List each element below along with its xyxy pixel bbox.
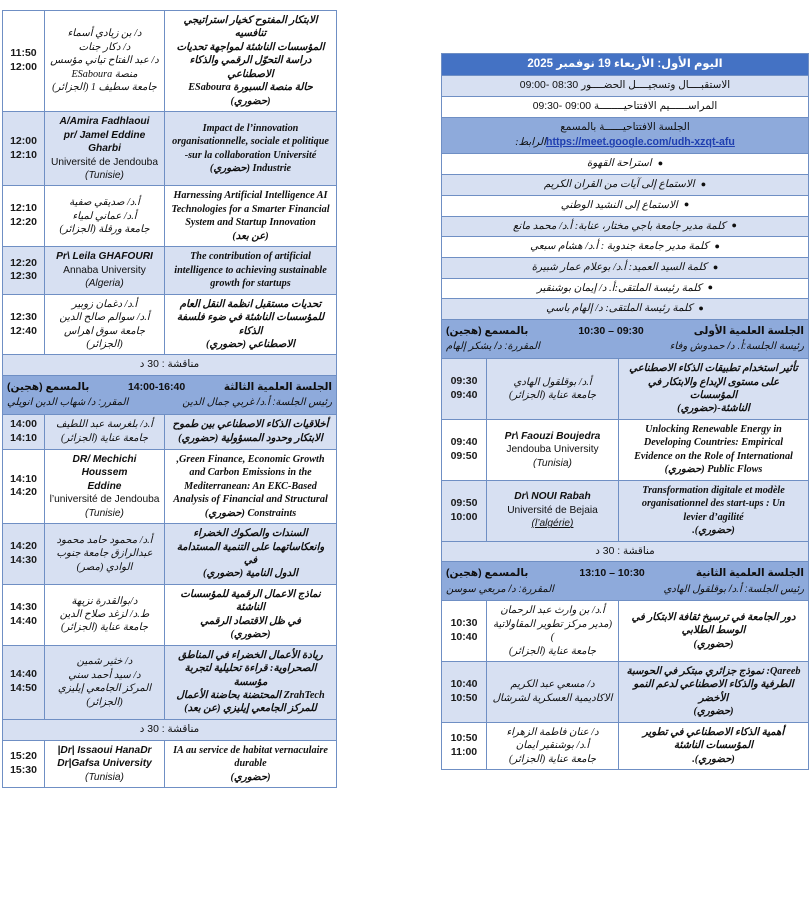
speaker-line: أ.د/ بوقلقول الهادي (513, 376, 592, 388)
title-line: للمؤسسات الناشئة في ضوء فلسفة الذكاء (176, 312, 325, 337)
presentation-row (3, 11, 337, 112)
title-line: intelligence to achieving sustainable (174, 264, 327, 276)
agenda-bullet-cell (442, 258, 809, 279)
title-line: الناشئة-(حضوري) (677, 403, 750, 415)
session-header (3, 376, 337, 415)
speaker-line: جامعة ورقلة (الجزائر) (59, 224, 150, 236)
bullet-icon: ● (714, 240, 720, 251)
presentation-title-cell (619, 722, 809, 769)
agenda-bullet-row (442, 175, 809, 196)
session-mode: بالمسمع (هجين) (7, 381, 90, 394)
opening-session-title: الجلسة الافتتاحيــــــة بالمسمع (560, 121, 690, 133)
time-end: 14:10 (10, 431, 37, 444)
speaker-line: د/بوالقدرة نزيهة (71, 595, 138, 607)
presentation-title-cell (165, 112, 337, 186)
title-line: ZrahTech المحتضنة بحاضنة الأعمال (176, 690, 325, 702)
presentation-row (442, 359, 809, 420)
left-schedule-table (2, 10, 337, 788)
session-name: الجلسة العلمية الأولى (693, 325, 804, 338)
speaker-line: منصة ESaboura (71, 68, 138, 80)
title-line: Technologies for a Smarter Financial (171, 203, 330, 215)
title-line: أخلاقيات الذكاء الاصطناعي بين طموح (172, 419, 329, 431)
presentation-row (3, 112, 337, 186)
time-slot-cell (3, 415, 45, 450)
title-line: على مستوى الإبداع والابتكار في المؤسسات (647, 376, 780, 402)
presentation-title-cell (619, 419, 809, 480)
agenda-plain-row (442, 76, 809, 97)
speaker-name-2: pr/ Jamel Eddine Gharbi (63, 129, 146, 155)
discussion-row (3, 355, 337, 376)
time-end: 12:30 (10, 270, 37, 283)
speaker-name-2: Eddine (87, 480, 122, 492)
presentation-title-cell (165, 415, 337, 450)
time-slot-cell (442, 419, 487, 480)
speaker-name: Pr\ Faouzi Boujedra (504, 430, 601, 442)
time-end: 10:40 (450, 631, 478, 644)
speaker-cell (45, 524, 165, 585)
speaker-cell (487, 359, 619, 420)
agenda-bullet-row (442, 258, 809, 279)
speaker-line: د/ عبد الفتاح تياني مؤسس (50, 55, 159, 67)
speaker-line: د/ دكار جنات (78, 41, 131, 53)
title-line: الابتكار المفتوح كخيار استراتيجي تنافسيه (183, 15, 318, 40)
session-header-row (442, 320, 809, 359)
time-slot-cell (3, 11, 45, 112)
presentation-row (3, 645, 337, 719)
time-slot-cell (442, 480, 487, 541)
session-reporter: المقررة: د/ يشكر إلهام (446, 341, 540, 353)
title-line: (حضوري) (230, 95, 271, 107)
agenda-bullet-text: الاستماع إلى النشيد الوطني (560, 199, 678, 211)
time-slot-cell (3, 112, 45, 186)
speaker-line: جامعة سوق اهراس (الجزائر) (63, 325, 146, 350)
title-line: Evidence on the Role of International (634, 450, 793, 462)
session-reporter: المقرر: د/ شهاب الدين انويلي (7, 397, 129, 409)
speaker-cell (45, 294, 165, 355)
time-start: 15:20 (10, 749, 37, 762)
presentation-row (3, 584, 337, 645)
presentation-title-cell (165, 740, 337, 787)
speaker-line: أ.د/ محمود حامد محمود (56, 534, 153, 546)
time-start: 12:10 (10, 202, 37, 215)
speaker-line: جامعة عناية (الجزائر) (60, 432, 149, 444)
speaker-cell (45, 415, 165, 450)
presentation-title-cell (619, 601, 809, 662)
agenda-bullet-row (442, 237, 809, 258)
agenda-plain-row (442, 96, 809, 117)
title-line: الاصطناعي (حضوري) (205, 338, 296, 350)
speaker-line: د/ بن زيادي أسماء (67, 28, 142, 40)
presentation-row (442, 662, 809, 723)
bullet-icon: ● (700, 178, 707, 189)
title-line: السندات والصكوك الخضراء (193, 528, 308, 540)
agenda-bullet-row (442, 278, 809, 299)
speaker-line: عبدالرازق جامعة جنوب (56, 548, 153, 560)
speaker-line: جامعة عناية (الجزائر) (508, 753, 597, 765)
title-line: (حضوري) (693, 638, 734, 650)
bullet-icon: ● (683, 199, 690, 210)
agenda-bullet-text: كلمة السيد العميد: أ.د/ بوعلام عمار شبيرة (531, 262, 707, 274)
time-end: 10:00 (450, 510, 478, 523)
time-end: 15:30 (10, 763, 37, 776)
title-line: (حضوري). (692, 525, 735, 537)
title-line: Green Finance, Economic Growth, (176, 453, 325, 465)
speaker-cell (45, 112, 165, 186)
speaker-cell (45, 645, 165, 719)
presentation-title-cell (165, 294, 337, 355)
time-slot-cell (3, 645, 45, 719)
right-schedule-table (441, 53, 809, 770)
agenda-bullet-cell (442, 278, 809, 299)
presentation-row (3, 186, 337, 247)
speaker-affiliation: Université de Jendouba (50, 156, 159, 168)
speaker-line: (مدير مركز تطوير المقاولاتية ) (493, 618, 612, 644)
title-line: Impact de l’innovation (202, 122, 299, 134)
speaker-name: A/Amira Fadhlaoui (59, 116, 150, 128)
time-end: 14:40 (10, 614, 37, 627)
title-line: تأثير استخدام تطبيقات الذكاء الاصطناعي (629, 363, 798, 375)
presentation-row (442, 480, 809, 541)
title-line: الابتكار وحدود المسؤولية (حضوري) (178, 432, 323, 444)
title-line: الأخضر (698, 692, 729, 704)
time-slot-cell (442, 601, 487, 662)
agenda-bullet-cell (442, 216, 809, 237)
session-time-range: 09:30 – 10:30 (578, 325, 644, 338)
time-start: 11:50 (10, 47, 37, 60)
time-end: 10:50 (450, 691, 478, 704)
speaker-country: (Tunisie) (85, 169, 124, 181)
time-end: 09:50 (450, 449, 478, 462)
time-slot-cell (442, 359, 487, 420)
time-start: 14:10 (10, 472, 37, 485)
title-line: Industrie (حضوري) (209, 163, 292, 175)
title-line: organisationnel des start-ups : Un (641, 498, 786, 510)
speaker-cell (45, 247, 165, 294)
presentation-row (3, 247, 337, 294)
presentation-title-cell (165, 186, 337, 247)
presentation-title-cell (619, 480, 809, 541)
session-header (442, 320, 809, 359)
discussion-row (442, 541, 809, 562)
speaker-line: أ.د/ بوشنقير ايمان (515, 740, 590, 752)
time-end: 14:50 (10, 682, 37, 695)
speaker-name: Dr| Issaoui HanaDr| (57, 744, 152, 756)
time-slot-cell (3, 247, 45, 294)
session-name: الجلسة العلمية الثانية (695, 567, 804, 580)
session-reporter: المقررة: د/ مربعي سوسن (446, 583, 554, 595)
speaker-cell (487, 662, 619, 723)
speaker-line: د/ مسعي عبد الكريم (510, 679, 595, 691)
time-slot-cell (442, 662, 487, 723)
title-line: دور الجامعة في ترسيخ ثقافة الابتكار في (631, 611, 796, 623)
title-line: نماذج الاعمال الرقمية للمؤسسات الناشئة (180, 588, 321, 614)
agenda-bullet-cell (442, 237, 809, 258)
bullet-icon: ● (657, 158, 664, 169)
agenda-bullet-cell (442, 299, 809, 320)
time-slot-cell (3, 186, 45, 247)
time-start: 14:00 (10, 418, 37, 431)
speaker-line: الوادي (مصر) (76, 561, 133, 573)
speaker-name: Pr\ Leila GHAFOURI (56, 251, 153, 263)
time-slot-cell (3, 740, 45, 787)
speaker-line: جامعة عناية (الجزائر) (60, 622, 149, 634)
speaker-affiliation: Université de Bejaia (507, 504, 598, 516)
speaker-affiliation: l’université de Jendouba (49, 494, 160, 506)
title-line: (حضوري) (693, 706, 734, 718)
presentation-title-cell (165, 645, 337, 719)
time-slot-cell (3, 524, 45, 585)
speaker-line: أ.د/ بن وارث عبد الرحمان (500, 605, 605, 617)
presentation-row (3, 294, 337, 355)
bullet-icon: ● (707, 282, 714, 293)
title-line: sur la collaboration Université- (184, 149, 317, 161)
speaker-line: د/ عنان فاطمة الزهراء (506, 726, 599, 738)
speaker-country: (Tunisie) (85, 507, 124, 519)
time-end: 12:40 (10, 324, 37, 337)
session-mode: بالمسمع (هجين) (446, 325, 529, 338)
discussion-label: مناقشة : 30 د (442, 541, 809, 562)
speaker-line: أ.د/ صديقي صفية (69, 197, 140, 209)
speaker-line: د/ خثير شمين (76, 656, 133, 668)
agenda-bullet-text: كلمة رئيسة الملتقى: د/ إلهام باسي (546, 303, 693, 315)
speaker-line: أ.د/ عماني لمياء (72, 210, 137, 222)
time-end: 09:40 (450, 389, 478, 402)
time-end: 11:00 (450, 746, 478, 758)
speaker-line: الاكاديمية العسكرية لشرشال (492, 692, 613, 704)
presentation-row (3, 449, 337, 523)
bullet-icon: ● (731, 220, 737, 231)
title-line: Harnessing Artificial Intelligence AI (173, 190, 328, 202)
session-chair: رئيسة الجلسة:أ. د/ حمدوش وفاء (669, 341, 804, 353)
title-line: Constraints (حضوري) (204, 507, 297, 519)
speaker-country: (Tunisia) (533, 457, 572, 469)
agenda-bullet-cell (442, 154, 809, 175)
time-end: 12:20 (10, 216, 37, 229)
presentation-row (442, 722, 809, 769)
agenda-bullet-text: كلمة مدير جامعة باجي مختار، عنابة: أ.د/ محمد مانع (513, 220, 726, 232)
speaker-affiliation: Jendouba University (506, 444, 599, 456)
presentation-row (442, 419, 809, 480)
presentation-row (3, 740, 337, 787)
speaker-line: جامعة عناية (الجزائر) (508, 645, 597, 657)
agenda-bullet-row (442, 299, 809, 320)
time-slot-cell (3, 449, 45, 523)
title-line: Mediterranean: An EKC-Based (184, 480, 317, 492)
title-line: Analysis of Financial and Structural (173, 494, 328, 506)
speaker-cell (45, 584, 165, 645)
discussion-label: مناقشة : 30 د (3, 355, 337, 376)
session-name: الجلسة العلمية الثالثة (223, 381, 332, 394)
time-start: 10:30 (450, 617, 478, 630)
agenda-bullet-text: استراحة القهوة (586, 158, 652, 170)
speaker-name: DR/ Mechichi Houssem (72, 453, 137, 479)
presentation-title-cell (165, 584, 337, 645)
time-end: 12:10 (10, 148, 37, 161)
time-start: 14:20 (10, 540, 37, 553)
presentation-title-cell (619, 359, 809, 420)
title-line: (عن بعد) (232, 230, 269, 242)
title-line: Developing Countries: Empirical (643, 437, 784, 449)
title-line: الدول النامية (حضوري) (203, 568, 298, 580)
day-header-row (442, 54, 809, 76)
title-line: (حضوري). (692, 753, 735, 765)
agenda-bullet-text: كلمة رئيسة الملتقى:أ. د/ إيمان بوشنقير (536, 282, 702, 294)
title-line: (حضوري) (230, 771, 271, 783)
speaker-affiliation: Annaba University (63, 264, 146, 276)
bullet-icon: ● (698, 303, 704, 314)
day-header-title: اليوم الأول: الأربعاء 19 نوفمبر 2025 (442, 54, 809, 76)
title-line: The contribution of artificial (190, 251, 311, 263)
time-start: 10:50 (450, 732, 478, 745)
title-line: levier d’agilité (683, 511, 744, 523)
title-line: durable (234, 758, 267, 770)
time-start: 10:40 (450, 678, 478, 691)
title-line: في ظل الاقتصاد الرقمي (200, 615, 301, 627)
agenda-bullet-text: كلمة مدير جامعة جندوبة : أ.د/ هشام سبعي (530, 241, 709, 253)
speaker-line: أ.د/ دغمان زوبير (71, 298, 138, 310)
session-header-row (442, 562, 809, 601)
presentation-title-cell (619, 662, 809, 723)
title-line: أهمية الذكاء الاصطناعي في تطوير (642, 726, 785, 738)
session-chair: رئيس الجلسة: أ.د/ غربي جمال الدين (182, 397, 332, 409)
time-end: 14:30 (10, 553, 37, 566)
bullet-icon: ● (712, 261, 719, 272)
agenda-bullet-cell (442, 175, 809, 196)
agenda-bullet-cell (442, 195, 809, 216)
agenda-bullet-row (442, 154, 809, 175)
title-line: System and Startup Innovation (185, 217, 316, 229)
speaker-cell (487, 419, 619, 480)
time-start: 12:20 (10, 256, 37, 269)
speaker-country: (l’algérie) (531, 518, 574, 530)
speaker-country: (Algeria) (85, 278, 124, 290)
title-line: المؤسسات الناشئة (673, 740, 754, 752)
title-line: and Carbon Emissions in the (189, 467, 312, 479)
presentation-title-cell (165, 524, 337, 585)
session-chair: رئيس الجلسة: أ.د/ بوقلقول الهادي (663, 583, 804, 595)
title-line: دراسة التحوّل الرقمي والذكاء الاصطناعي (189, 55, 312, 80)
title-line: الطرفية والذكاء الاصطناعي لدعم النمو (633, 679, 794, 691)
presentation-title-cell (165, 449, 337, 523)
speaker-line: جامعة عناية (الجزائر) (508, 390, 597, 402)
title-line: Public Flows (حضوري) (664, 464, 763, 476)
agenda-plain-text: المراســــــيم الافتتاحيــــــــة 09:00 -09:30 (442, 96, 809, 117)
agenda-bullet-row (442, 216, 809, 237)
title-line: الوسط الطلابي (681, 625, 746, 637)
title-line: حالة منصة السبورة ESaboura (188, 82, 313, 94)
speaker-line: (الجزائر) (86, 696, 123, 708)
presentation-row (442, 601, 809, 662)
agenda-bullet-text: الاستماع إلى آيات من القران الكريم (543, 179, 695, 191)
title-line: IA au service de habitat vernaculaire (173, 744, 328, 756)
discussion-label: مناقشة : 30 د (3, 719, 337, 740)
speaker-name-2: Dr|Gafsa University (57, 758, 152, 770)
session-header (442, 562, 809, 601)
speaker-line: المركز الجامعي إيليزي (57, 683, 152, 695)
title-line: Qareeb: نموذج جزائري مبتكر في الحوسبة (626, 666, 801, 678)
time-start: 09:40 (450, 435, 478, 448)
session-time-range: 10:30 – 13:10 (579, 567, 645, 580)
title-line: تحديات مستقبل انظمة النقل العام (179, 298, 322, 310)
title-line: الصحراوية: قراءة تحليلية لتجربة مؤسسة (184, 663, 317, 688)
time-start: 12:00 (10, 134, 37, 147)
time-start: 09:30 (450, 375, 478, 388)
speaker-country: (Tunisia) (85, 771, 124, 783)
time-end: 12:00 (10, 61, 37, 74)
speaker-cell (487, 601, 619, 662)
speaker-line: ط.د/ لزغد صلاح الدين (59, 609, 150, 621)
session-time-range: 14:00-16:40 (127, 381, 186, 394)
speaker-line: جامعة سطيف 1 (الجزائر) (52, 82, 157, 94)
speaker-cell (45, 740, 165, 787)
agenda-plain-text: الاستقبــــال وتسجيــــل الحضــــور 08:30 -09:00 (442, 76, 809, 97)
link-label: الرابط: (515, 137, 546, 149)
time-slot-cell (442, 722, 487, 769)
title-line: للمركز الجامعي إيليزي (عن بعد) (184, 703, 317, 715)
speaker-line: أ.د/ بلغرسة عبد اللطيف (56, 419, 153, 431)
speaker-cell (487, 480, 619, 541)
time-slot-cell (3, 584, 45, 645)
title-line: المؤسسات الناشئة لمواجهة تحديات (176, 41, 325, 53)
title-line: وانعكاساتهما على التنمية المستدامة في (176, 541, 325, 566)
time-start: 14:40 (10, 668, 37, 681)
title-line: (حضوري) (230, 629, 271, 641)
speaker-line: أ.د/ سوالم صالح الدين (59, 312, 150, 324)
session-header-row (3, 376, 337, 415)
opening-session-link-cell (442, 117, 809, 154)
speaker-cell (45, 449, 165, 523)
agenda-bullet-row (442, 195, 809, 216)
meeting-link[interactable]: https://meet.google.com/udh-xzqt-afu (545, 136, 735, 149)
presentation-title-cell (165, 247, 337, 294)
time-start: 09:50 (450, 496, 478, 509)
speaker-cell (487, 722, 619, 769)
time-start: 14:30 (10, 600, 37, 613)
session-mode: بالمسمع (هجين) (446, 567, 529, 580)
opening-session-link-row (442, 117, 809, 154)
title-line: organisationnelle, sociale et politique (172, 136, 329, 148)
speaker-cell (45, 11, 165, 112)
speaker-cell (45, 186, 165, 247)
speaker-name: Dr\ NOUI Rabah (514, 491, 591, 503)
presentation-row (3, 524, 337, 585)
title-line: Unlocking Renewable Energy in (645, 423, 782, 435)
presentation-row (3, 415, 337, 450)
title-line: ريادة الأعمال الخضراء في المناطق (178, 649, 323, 661)
title-line: Transformation digitale et modèle (642, 484, 785, 496)
speaker-line: د/ سيد أحمد سني (68, 669, 141, 681)
title-line: growth for startups (210, 278, 291, 290)
time-start: 12:30 (10, 310, 37, 323)
discussion-row (3, 719, 337, 740)
time-slot-cell (3, 294, 45, 355)
presentation-title-cell (165, 11, 337, 112)
time-end: 14:20 (10, 486, 37, 499)
